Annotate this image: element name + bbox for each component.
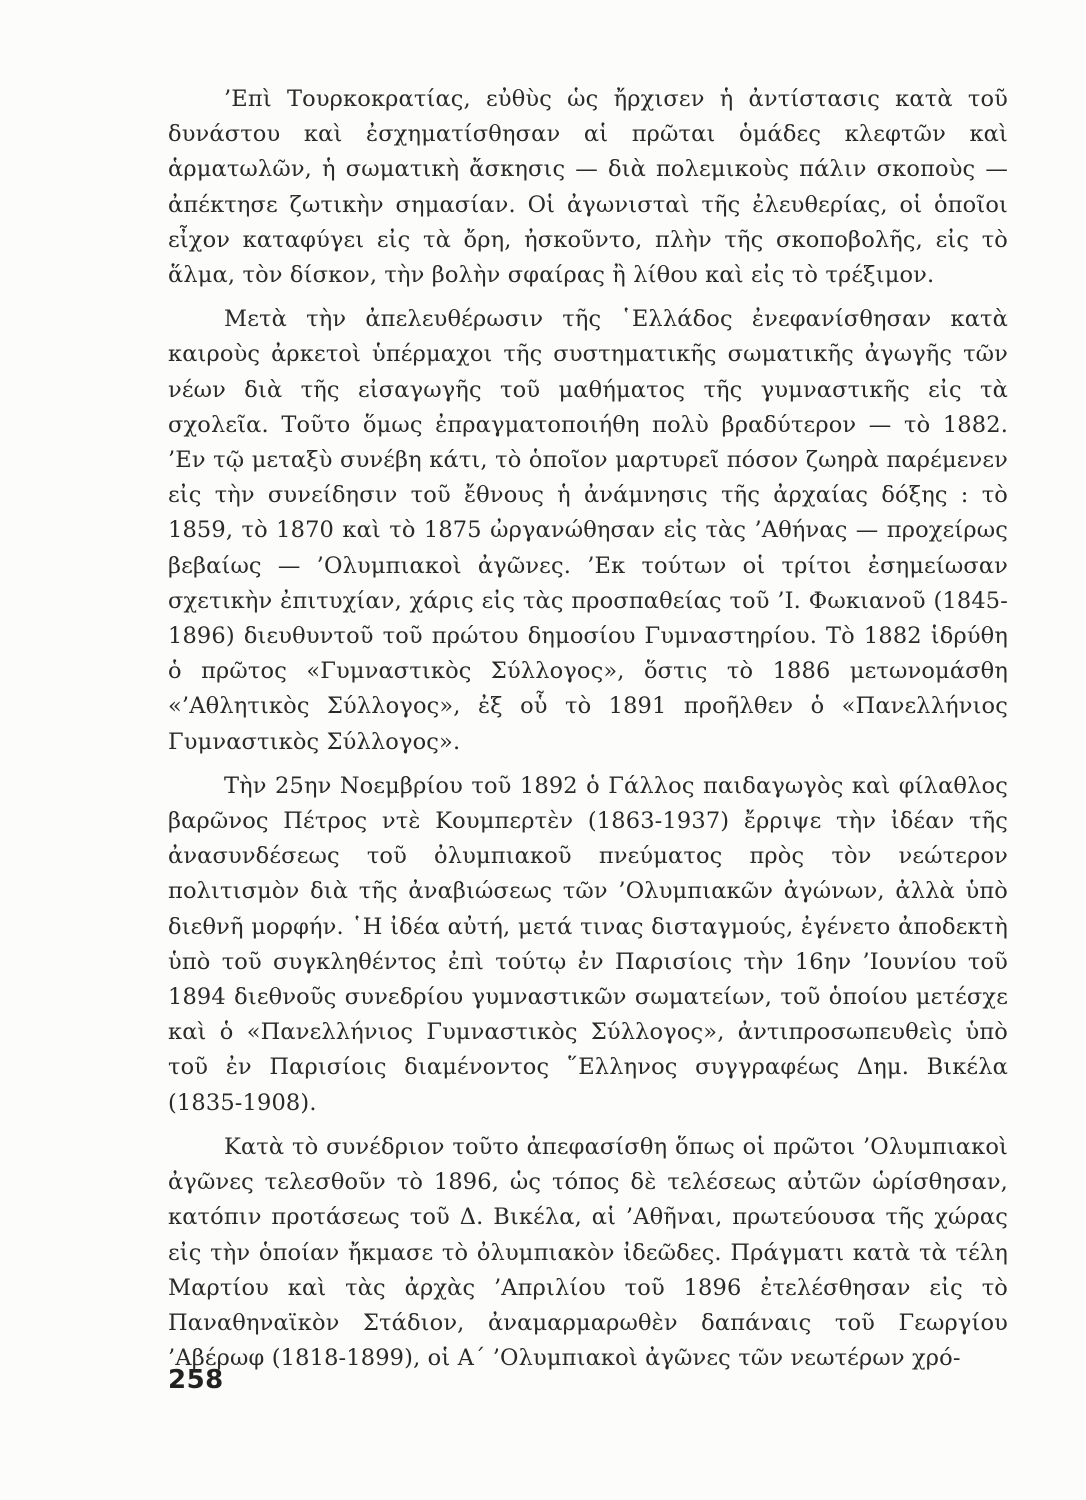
paragraph-turkish-rule: ’Επὶ Τουρκοκρατίας, εὐθὺς ὡς ἤρχισεν ἡ ἀντίστασις κατὰ τοῦ δυνάστου καὶ ἐσχηματίσθησαν αἱ πρῶται ὁμάδες κλεφτῶν καὶ ἁρματωλῶν, ἡ σωματικὴ ἄσκησις — διὰ πολεμικοὺς πάλιν σκοποὺς — ἀπέκτησε ζωτικὴν σημασίαν. Οἱ ἀγωνισταὶ τῆς ἐλευθερίας, οἱ ὁποῖοι εἶχον καταφύγει εἰς τὰ ὄρη, ἠσκοῦντο, πλὴν τῆς σκοποβολῆς, εἰς τὸ ἅλμα, τὸν δίσκον, τὴν βολὴν σφαίρας ἢ λίθου καὶ εἰς τὸ τρέξιμον. — [168, 86, 1008, 289]
page-body — [168, 82, 1008, 1376]
paragraph-congress: Κατὰ τὸ συνέδριον τοῦτο ἀπεφασίσθη ὅπως οἱ πρῶτοι ’Ολυμπιακοὶ ἀγῶνες τελεσθοῦν τὸ 1896, ὡς τόπος δὲ τελέσεως αὐτῶν ὡρίσθησαν, κατόπιν προτάσεως τοῦ Δ. Βικέλα, αἱ ’Αθῆναι, πρωτεύουσα τῆς χώρας εἰς τὴν ὁποίαν ἤκμασε τὸ ὀλυμπιακὸν ἰδεῶδες. Πράγματι κατὰ τὰ τέλη Μαρτίου καὶ τὰς ἀρχὰς ’Απριλίου τοῦ 1896 ἐτελέσθησαν εἰς τὸ Παναθηναϊκὸν Στάδιον, ἀναμαρμαρωθὲν δαπάναις τοῦ Γεωργίου ’Αβέρωφ (1818-1899), οἱ Α΄ ’Ολυμπιακοὶ ἀγῶνες τῶν νεωτέρων χρό- — [168, 1133, 1008, 1372]
paragraph-liberation: Μετὰ τὴν ἀπελευθέρωσιν τῆς ῾Ελλάδος ἐνεφανίσθησαν κατὰ καιροὺς ἀρκετοὶ ὑπέρμαχοι τῆς συστηματικῆς σωματικῆς ἀγωγῆς τῶν νέων διὰ τῆς εἰσαγωγῆς τοῦ μαθήματος τῆς γυμναστικῆς εἰς τὰ σχολεῖα. Τοῦτο ὅμως ἐπραγματοποιήθη πολὺ βραδύτερον — τὸ 1882. ’Εν τῷ μεταξὺ συνέβη κάτι, τὸ ὁποῖον μαρτυρεῖ πόσον ζωηρὰ παρέμενεν εἰς τὴν συνείδησιν τοῦ ἔθνους ἡ ἀνάμνησις τῆς ἀρχαίας δόξης : τὸ 1859, τὸ 1870 καὶ τὸ 1875 ὠργανώθησαν εἰς τὰς ’Αθήνας — προχείρως βεβαίως — ’Ολυμπιακοὶ ἀγῶνες. ’Εκ τούτων οἱ τρίτοι ἐσημείωσαν σχετικὴν ἐπιτυχίαν, χάρις εἰς τὰς προσπαθείας τοῦ ’Ι. Φωκιανοῦ (1845-1896) διευθυντοῦ τοῦ πρώτου δημοσίου Γυμναστηρίου. Τὸ 1882 ἱδρύθη ὁ πρῶτος «Γυμναστικὸς Σύλλογος», ὅστις τὸ 1886 μετωνομάσθη «’Αθλητικὸς Σύλλογος», ἐξ οὗ τὸ 1891 προῆλθεν ὁ «Πανελλήνιος Γυμναστικὸς Σύλλογος». — [168, 306, 1008, 755]
paragraph-coubertin: Τὴν 25ην Νοεμβρίου τοῦ 1892 ὁ Γάλλος παιδαγωγὸς καὶ φίλαθλος βαρῶνος Πέτρος ντὲ Κουμπερτὲν (1863-1937) ἔρριψε τὴν ἰδέαν τῆς ἀνασυνδέσεως τοῦ ὀλυμπιακοῦ πνεύματος πρὸς τὸν νεώτερον πολιτισμὸν διὰ τῆς ἀναβιώσεως τῶν ’Ολυμπιακῶν ἀγώνων, ἀλλὰ ὑπὸ διεθνῆ μορφήν. ῾Η ἰδέα αὐτή, μετά τινας δισταγμούς, ἐγένετο ἀποδεκτὴ ὑπὸ τοῦ συγκληθέντος ἐπὶ τούτῳ ἐν Παρισίοις τὴν 16ην ’Ιουνίου τοῦ 1894 διεθνοῦς συνεδρίου γυμναστικῶν σωματείων, τοῦ ὁποίου μετέσχε καὶ ὁ «Πανελλήνιος Γυμναστικὸς Σύλλογος», ἀντιπροσωπευθεὶς ὑπὸ τοῦ ἐν Παρισίοις διαμένοντος ῞Ελληνος συγγραφέως Δημ. Βικέλα (1835-1908). — [168, 772, 1008, 1116]
page-number: 258 — [168, 1365, 224, 1395]
